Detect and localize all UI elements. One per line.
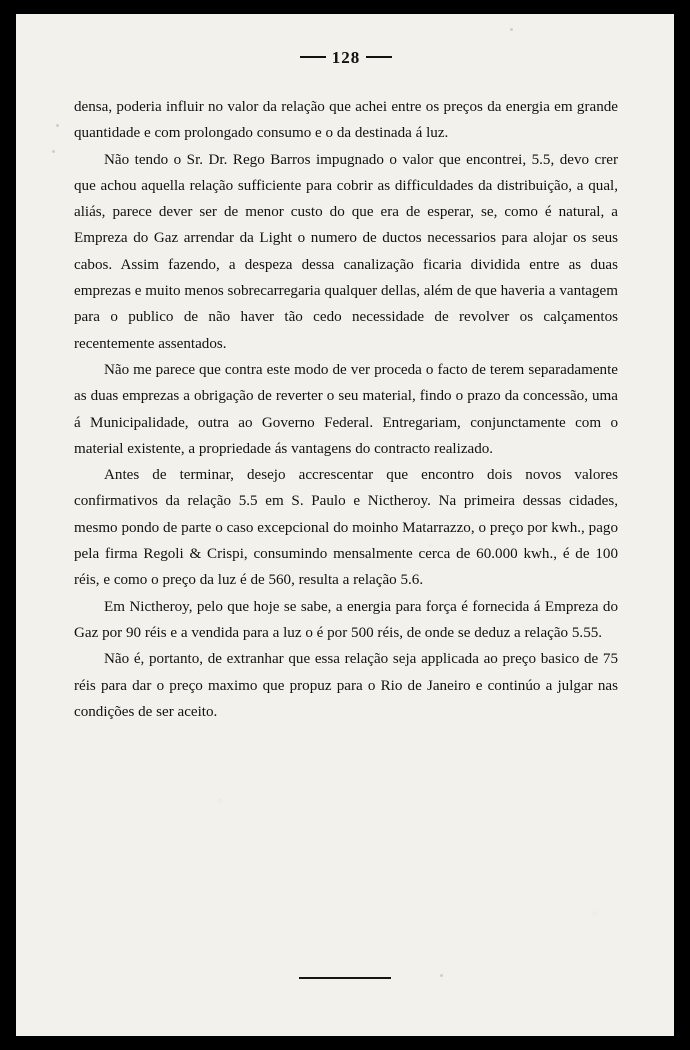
paragraph: Não me parece que contra este modo de ver proceda o facto de terem separadamente as duas emprezas a obrigação de reverter o seu material, findo o prazo da concessão, uma á Municipalidade, outra ao Governo Federal. Entregariam, conjunctamente com o material existente, a propriedade ás vantagens do contracto realizado. — [74, 361, 618, 457]
header-dash-right-icon — [366, 56, 392, 58]
paragraph: densa, poderia influir no valor da relação que achei entre os preços da energia em grande quantidade e com prolongado consumo e o da destinada á luz. — [74, 99, 618, 142]
footer-divider — [16, 966, 674, 984]
page-header — [74, 48, 618, 68]
scan-speck — [56, 124, 59, 127]
scan-speck — [440, 974, 443, 977]
scan-speck — [52, 150, 55, 153]
page-number: 128 — [331, 48, 361, 67]
paragraph: Em Nictheroy, pelo que hoje se sabe, a energia para força é fornecida á Empreza do Gaz por 90 réis e a vendida para a luz o é por 500 réis, de onde se deduz a relação 5.55. — [74, 598, 618, 641]
paragraph: Antes de terminar, desejo accrescentar que encontro dois novos valores confirmativos da relação 5.5 em S. Paulo e Nictheroy. Na primeira dessas cidades, mesmo pondo de parte o caso excepcional do moinho Matarrazzo, o preço por kwh., pago pela firma Regoli & Crispi, consumindo mensalmente cerca de 60.000 kwh., é de 100 réis, e como o preço da luz é de 560, resulta a relação 5.6. — [74, 467, 618, 589]
header-dash-left-icon — [300, 56, 326, 58]
document-body — [74, 94, 618, 725]
paragraph: Não tendo o Sr. Dr. Rego Barros impugnado o valor que encontrei, 5.5, devo crer que achou aquella relação sufficiente para cobrir as difficuldades da distribuição, a qual, aliás, parece dever ser de menor custo do que era de esperar, se, como é natural, a Empreza do Gaz arrendar da Light o numero de ductos necessarios para alojar os seus cabos. Assim fazendo, a despeza dessa canalização ficaria dividida entre as duas emprezas e muito menos sobrecarregaria qualquer dellas, além de que haveria a vantagem para o publico de não haver tão cedo necessidade de revolver os calçamentos recentemente assentados. — [74, 151, 618, 352]
paragraph: Não é, portanto, de extranhar que essa relação seja applicada ao preço basico de 75 réis para dar o preço maximo que propuz para o Rio de Janeiro e continúo a julgar nas condições de ser aceito. — [74, 651, 618, 720]
document-page — [16, 14, 674, 1036]
scan-speck — [510, 28, 513, 31]
footer-rule-line — [299, 977, 391, 979]
